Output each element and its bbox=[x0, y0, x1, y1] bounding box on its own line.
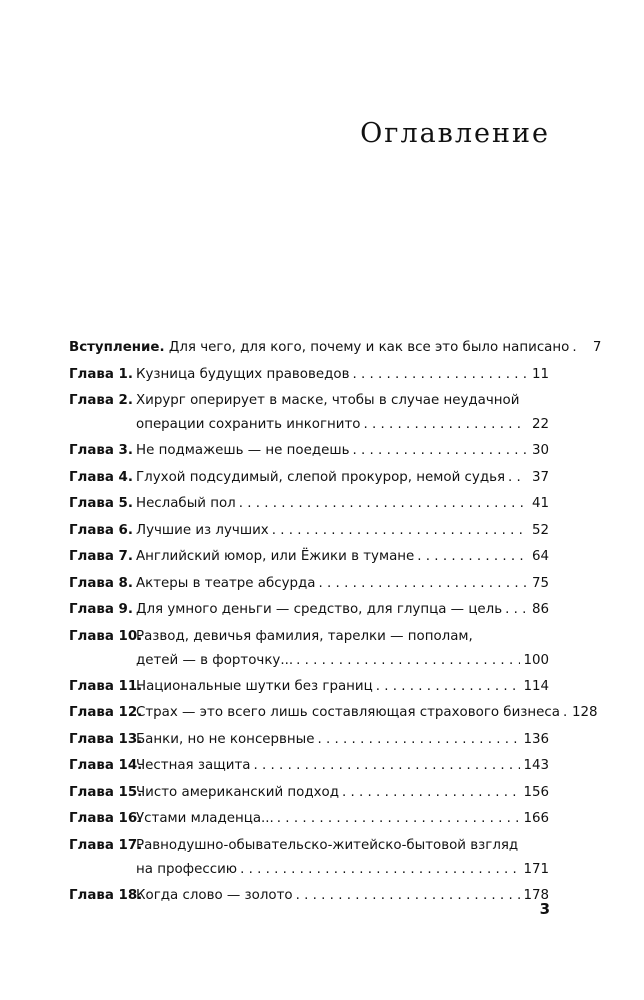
chapter-page: 143 bbox=[523, 758, 549, 773]
chapter-title-line: операции сохранить инкогнито bbox=[136, 417, 361, 432]
toc-entry-chapter-9[interactable] bbox=[69, 598, 549, 625]
leader-dots bbox=[272, 519, 526, 543]
toc-entry-chapter-12[interactable] bbox=[69, 701, 598, 728]
leader-dots bbox=[353, 439, 526, 463]
chapter-title-line: Английский юмор, или Ёжики в тумане bbox=[136, 549, 415, 564]
toc-entry-chapter-1[interactable] bbox=[69, 363, 549, 390]
toc-entry-chapter-11[interactable] bbox=[69, 675, 549, 702]
intro-label: Вступление. bbox=[69, 340, 165, 355]
leader-dots bbox=[296, 884, 521, 908]
chapter-label: Глава 17. bbox=[69, 837, 143, 853]
leader-dots bbox=[505, 598, 526, 622]
leader-dots bbox=[363, 413, 526, 437]
chapter-label: Глава 7. bbox=[69, 549, 133, 564]
chapter-page: 64 bbox=[531, 549, 549, 564]
chapter-title-line: детей — в форточку... bbox=[136, 652, 294, 668]
intro-title: Для чего, для кого, почему и как все это было написано bbox=[168, 340, 570, 355]
toc-entry-chapter-8[interactable] bbox=[69, 572, 549, 599]
chapter-title-line: Глухой подсудимый, слепой прокурор, немой судья bbox=[136, 469, 506, 485]
leader-dots bbox=[352, 363, 526, 387]
leader-dots bbox=[376, 675, 521, 699]
chapter-label: Глава 6. bbox=[69, 522, 133, 538]
chapter-label: Глава 8. bbox=[69, 575, 133, 591]
chapter-title-line: Хирург оперирует в маске, чтобы в случае неудачной bbox=[136, 393, 520, 408]
chapter-list bbox=[69, 363, 598, 911]
chapter-page: 37 bbox=[531, 469, 549, 485]
toc-entry-chapter-5[interactable] bbox=[69, 492, 549, 519]
chapter-title-line: Когда слово — золото bbox=[136, 887, 293, 903]
chapter-label: Глава 5. bbox=[69, 496, 133, 511]
chapter-title-line: Банки, но не консервные bbox=[136, 731, 315, 747]
toc-entry-chapter-6[interactable] bbox=[69, 519, 549, 546]
toc-entry-chapter-17[interactable] bbox=[69, 834, 549, 884]
toc-entry-chapter-18[interactable] bbox=[69, 884, 549, 911]
leader-dots bbox=[319, 572, 526, 596]
chapter-label: Глава 14. bbox=[69, 758, 143, 773]
chapter-page: 114 bbox=[523, 678, 549, 694]
chapter-title-line: Чисто американский подход bbox=[136, 784, 339, 800]
chapter-label: Глава 3. bbox=[69, 443, 133, 458]
chapter-page: 30 bbox=[531, 443, 549, 458]
chapter-label: Глава 13. bbox=[69, 731, 143, 747]
chapter-page: 128 bbox=[571, 705, 598, 720]
chapter-title-line: Актеры в театре абсурда bbox=[136, 575, 316, 591]
toc-entry-chapter-10[interactable] bbox=[69, 625, 549, 675]
chapter-label: Глава 18. bbox=[69, 887, 143, 903]
chapter-page: 11 bbox=[531, 366, 549, 382]
chapter-label: Глава 9. bbox=[69, 602, 133, 617]
chapter-page: 41 bbox=[531, 496, 549, 511]
chapter-title-line: Национальные шутки без границ bbox=[136, 678, 373, 694]
chapter-label: Глава 15. bbox=[69, 784, 143, 800]
leader-dots bbox=[318, 728, 521, 752]
chapter-label: Глава 11. bbox=[69, 678, 143, 694]
leader-dots bbox=[254, 754, 521, 778]
chapter-page: 52 bbox=[531, 522, 549, 538]
chapter-page: 178 bbox=[523, 887, 549, 903]
chapter-page: 100 bbox=[523, 652, 549, 668]
chapter-title-line: Устами младенца... bbox=[136, 811, 274, 826]
toc-entry-chapter-15[interactable] bbox=[69, 781, 549, 808]
chapter-page: 22 bbox=[531, 417, 549, 432]
leader-dots bbox=[296, 649, 520, 673]
leader-dots bbox=[572, 336, 578, 360]
leader-dots bbox=[342, 781, 520, 805]
chapter-title-line: Кузница будущих правоведов bbox=[136, 366, 350, 382]
chapter-label: Глава 10. bbox=[69, 628, 143, 644]
chapter-label: Глава 4. bbox=[69, 469, 133, 485]
chapter-title-line: Развод, девичья фамилия, тарелки — пополам, bbox=[136, 628, 473, 644]
chapter-label: Глава 16. bbox=[69, 811, 143, 826]
toc-entry-intro[interactable] bbox=[69, 336, 602, 363]
chapter-page: 136 bbox=[523, 731, 549, 747]
leader-dots bbox=[563, 701, 569, 725]
page-number: 3 bbox=[539, 900, 550, 918]
chapter-title-line: Не подмажешь — не поедешь bbox=[136, 443, 350, 458]
chapter-title-line: Честная защита bbox=[136, 758, 251, 773]
leader-dots bbox=[239, 492, 526, 516]
chapter-title-line: на профессию bbox=[136, 861, 238, 877]
chapter-page: 171 bbox=[523, 861, 549, 877]
toc-entry-chapter-2[interactable] bbox=[69, 389, 549, 439]
chapter-label: Глава 12. bbox=[69, 705, 143, 720]
chapter-label: Глава 2. bbox=[69, 393, 133, 408]
page-title: Оглавление bbox=[360, 118, 550, 149]
leader-dots bbox=[240, 858, 520, 882]
chapter-title-line: Неслабый пол bbox=[136, 496, 236, 511]
toc-entry-chapter-13[interactable] bbox=[69, 728, 549, 755]
toc-entry-chapter-3[interactable] bbox=[69, 439, 549, 466]
leader-dots bbox=[417, 545, 526, 569]
toc-entry-chapter-7[interactable] bbox=[69, 545, 549, 572]
chapter-title-line: Равнодушно-обывательско-житейско-бытовой взгляд bbox=[136, 837, 519, 853]
toc-entry-chapter-16[interactable] bbox=[69, 807, 549, 834]
chapter-page: 86 bbox=[531, 602, 549, 617]
chapter-page: 75 bbox=[531, 575, 549, 591]
leader-dots bbox=[277, 807, 521, 831]
chapter-page: 166 bbox=[523, 811, 549, 826]
intro-page: 7 bbox=[592, 340, 602, 355]
chapter-title-line: Лучшие из лучших bbox=[136, 522, 269, 538]
toc-entry-chapter-14[interactable] bbox=[69, 754, 549, 781]
chapter-page: 156 bbox=[523, 784, 549, 800]
leader-dots bbox=[508, 466, 526, 490]
toc-entry-chapter-4[interactable] bbox=[69, 466, 549, 493]
table-of-contents bbox=[69, 336, 602, 910]
chapter-title-line: Для умного деньги — средство, для глупца — цель bbox=[136, 602, 503, 617]
chapter-label: Глава 1. bbox=[69, 366, 133, 382]
chapter-title-line: Страх — это всего лишь составляющая страхового бизнеса bbox=[136, 705, 560, 720]
